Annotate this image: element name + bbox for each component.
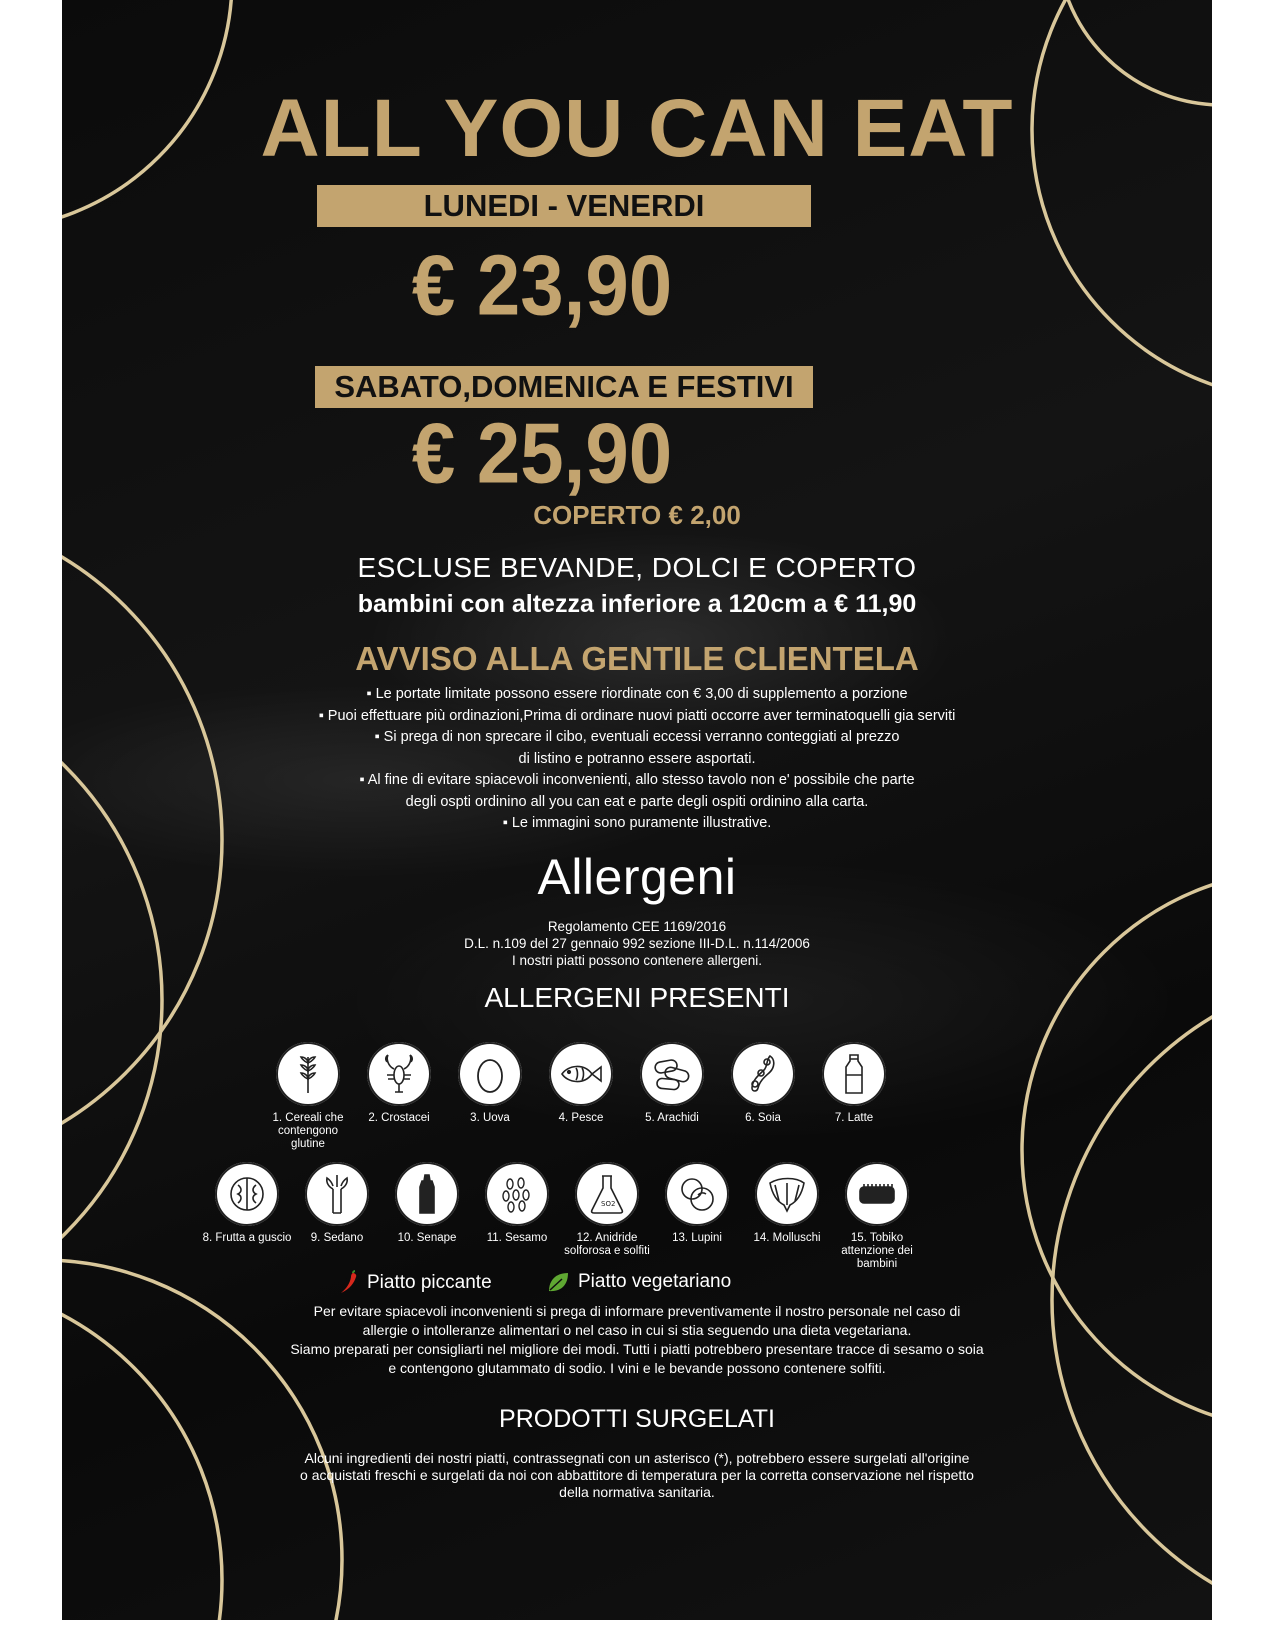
chili-pepper-icon bbox=[337, 1270, 359, 1296]
tobiko-icon bbox=[854, 1171, 900, 1217]
notice-list bbox=[62, 684, 1212, 835]
allergen-item bbox=[202, 1162, 292, 1245]
warning-line: e contengono glutammato di sodio. I vini e le bevande possono contenere solfiti. bbox=[388, 1360, 886, 1376]
children-price-note: bambini con altezza inferiore a 120cm a € 11,90 bbox=[357, 590, 917, 618]
vegetarian-legend bbox=[546, 1270, 731, 1294]
allergen-item bbox=[263, 1042, 353, 1151]
weekday-price: € 23,90 bbox=[411, 236, 673, 334]
warning-line: Per evitare spiacevoli inconvenienti si prega di informare preventivamente il nostro personale nel caso di bbox=[313, 1303, 961, 1319]
menu-page bbox=[62, 0, 1212, 1620]
spicy-label: Piatto piccante bbox=[367, 1272, 492, 1293]
page-title: ALL YOU CAN EAT bbox=[260, 83, 1014, 174]
lobster-icon bbox=[376, 1051, 422, 1097]
notice-title: AVVISO ALLA GENTILE CLIENTELA bbox=[355, 640, 919, 677]
allergen-item bbox=[536, 1042, 626, 1125]
leaf-icon bbox=[546, 1270, 570, 1294]
egg-icon bbox=[467, 1051, 513, 1097]
allergen-label: 10. Senape bbox=[397, 1232, 457, 1244]
allergen-label: 7. Latte bbox=[834, 1112, 874, 1124]
allergen-item bbox=[562, 1162, 652, 1258]
wheat-icon bbox=[285, 1051, 331, 1097]
allergens-title: Allergeni bbox=[537, 849, 737, 905]
lupin-icon bbox=[674, 1171, 720, 1217]
allergen-item bbox=[742, 1162, 832, 1245]
allergen-label: 2. Crostacei bbox=[368, 1112, 430, 1124]
allergen-item bbox=[718, 1042, 808, 1125]
frozen-line: o acquistati freschi e surgelati da noi con abbattitore di temperatura per la corretta conservazione nel rispetto bbox=[300, 1467, 974, 1483]
vegetarian-label: Piatto vegetariano bbox=[578, 1271, 732, 1292]
weekend-band: SABATO,DOMENICA E FESTIVI bbox=[315, 366, 813, 408]
regulation-line: I nostri piatti possono contenere allergeni. bbox=[512, 953, 762, 968]
weekend-price: € 25,90 bbox=[411, 404, 673, 502]
allergen-item bbox=[652, 1162, 742, 1245]
allergen-item bbox=[809, 1042, 899, 1125]
allergen-label: 15. Tobiko attenzione dei bambini bbox=[841, 1232, 913, 1270]
allergen-label: 5. Arachidi bbox=[645, 1112, 699, 1124]
peanut-icon bbox=[649, 1051, 695, 1097]
allergen-item bbox=[382, 1162, 472, 1245]
allergen-item bbox=[832, 1162, 922, 1271]
frozen-products-text bbox=[62, 1450, 1212, 1501]
notice-line: ▪ Le immagini sono puramente illustrative. bbox=[502, 815, 772, 831]
regulation-line: Regolamento CEE 1169/2016 bbox=[547, 919, 727, 934]
allergen-item bbox=[445, 1042, 535, 1125]
allergen-label: 8. Frutta a guscio bbox=[202, 1232, 292, 1244]
allergen-label: 3. Uova bbox=[470, 1112, 510, 1124]
allergen-item bbox=[292, 1162, 382, 1245]
regulation-text bbox=[62, 918, 1212, 969]
allergen-label: 9. Sedano bbox=[310, 1232, 364, 1244]
allergen-item bbox=[472, 1162, 562, 1245]
dish-legend bbox=[62, 1270, 1212, 1300]
notice-line: di listino e potranno essere asportati. bbox=[518, 750, 756, 767]
walnut-icon bbox=[224, 1171, 270, 1217]
coperto-price: COPERTO € 2,00 bbox=[533, 500, 741, 530]
allergens-present-title: ALLERGENI PRESENTI bbox=[484, 982, 790, 1013]
allergen-label: 13. Lupini bbox=[672, 1232, 722, 1244]
exclusions-note: ESCLUSE BEVANDE, DOLCI E COPERTO bbox=[357, 552, 917, 583]
celery-icon bbox=[314, 1171, 360, 1217]
notice-line: ▪ Le portate limitate possono essere riordinate con € 3,00 di supplemento a porzione bbox=[366, 686, 908, 702]
so2-flask-icon bbox=[584, 1171, 630, 1217]
spicy-legend bbox=[337, 1270, 492, 1296]
mustard-bottle-icon bbox=[404, 1171, 450, 1217]
soy-icon bbox=[740, 1051, 786, 1097]
notice-line: ▪ Si prega di non sprecare il cibo, eventuali eccessi verranno conteggiati al prezzo bbox=[374, 729, 900, 745]
warning-line: allergie o intolleranze alimentari o nel caso in cui si stia seguendo una dieta vegetariana. bbox=[362, 1322, 912, 1338]
notice-line: ▪ Puoi effettuare più ordinazioni,Prima di ordinare nuovi piatti occorre aver terminatoquelli gia serviti bbox=[318, 707, 956, 724]
allergen-item bbox=[354, 1042, 444, 1125]
frozen-line: Alcuni ingredienti dei nostri piatti, contrassegnati con un asterisco (*), potrebbero essere surgelati all'origine bbox=[304, 1450, 970, 1466]
frozen-products-title: PRODOTTI SURGELATI bbox=[499, 1405, 775, 1433]
milk-bottle-icon bbox=[831, 1051, 877, 1097]
notice-line: degli ospti ordinino all you can eat e parte degli ospiti ordinino alla carta. bbox=[405, 793, 869, 810]
allergen-item bbox=[627, 1042, 717, 1125]
regulation-line: D.L. n.109 del 27 gennaio 992 sezione III-D.L. n.114/2006 bbox=[464, 936, 810, 951]
sesame-icon bbox=[494, 1171, 540, 1217]
warning-line: Siamo preparati per consigliarti nel migliore dei modi. Tutti i piatti potrebbero presentare tracce di sesamo o soia bbox=[290, 1341, 984, 1357]
allergen-label: 11. Sesamo bbox=[486, 1232, 548, 1244]
weekday-band: LUNEDI - VENERDI bbox=[317, 185, 811, 227]
allergen-label: 14. Molluschi bbox=[753, 1232, 821, 1244]
allergen-label: 6. Soia bbox=[745, 1112, 781, 1124]
allergen-label: 12. Anidride solforosa e solfiti bbox=[564, 1232, 650, 1257]
notice-line: ▪ Al fine di evitare spiacevoli inconvenienti, allo stesso tavolo non e' possibile che parte bbox=[359, 772, 915, 788]
svg-text:SO2: SO2 bbox=[601, 1200, 616, 1208]
clam-icon bbox=[764, 1171, 810, 1217]
allergen-label: 1. Cereali che contengono glutine bbox=[272, 1112, 344, 1150]
allergy-warning bbox=[62, 1302, 1212, 1378]
fish-icon bbox=[558, 1051, 604, 1097]
frozen-line: della normativa sanitaria. bbox=[559, 1484, 715, 1500]
allergen-label: 4. Pesce bbox=[558, 1112, 604, 1124]
